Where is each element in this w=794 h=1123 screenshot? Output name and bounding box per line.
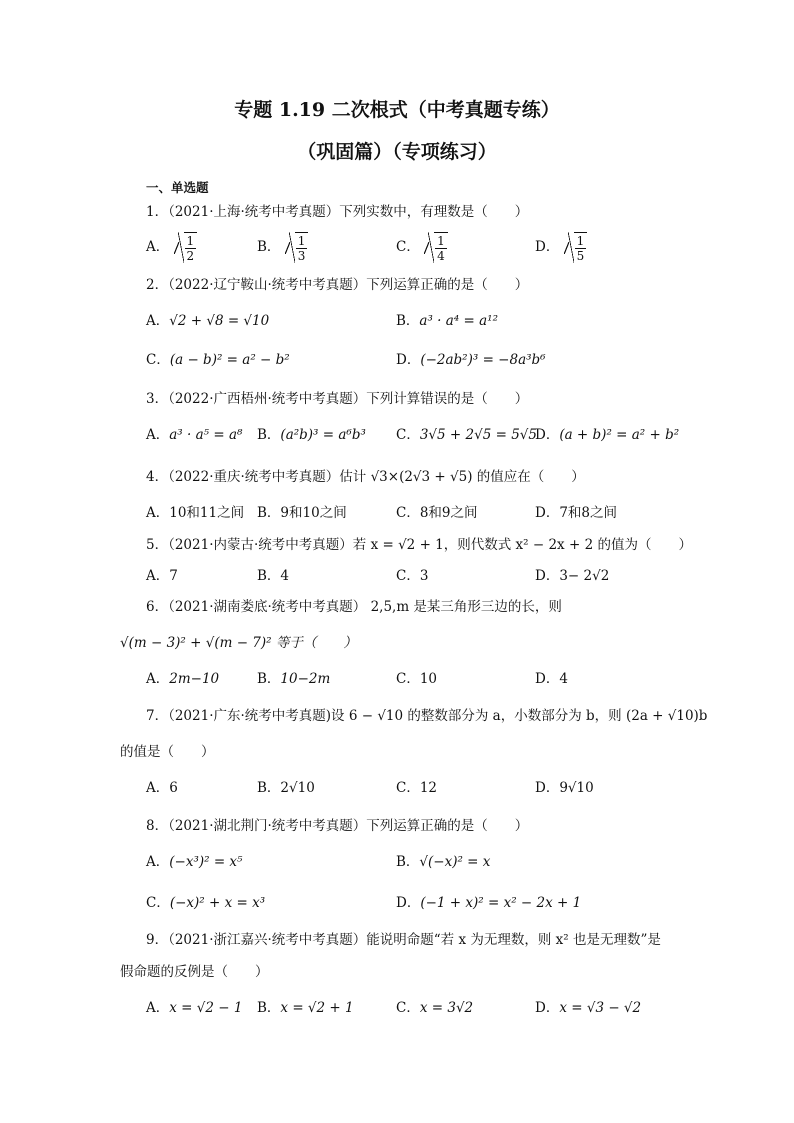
option-label: C． [396, 427, 420, 443]
question-6-option-c [396, 670, 437, 688]
option-label: A． [146, 313, 170, 329]
section-heading: 一、单选题 [146, 180, 209, 195]
option-label: B． [257, 427, 281, 443]
question-text: （2022·广西梧州·统考中考真题）下列计算错误的是（ ） [168, 391, 529, 407]
option-text: 10和11之间 [169, 505, 245, 521]
question-4-option-d [535, 504, 617, 522]
option-label: D． [396, 352, 421, 368]
option-label: B． [257, 671, 281, 687]
sqrt-fraction [564, 232, 588, 263]
option-text: (−1 + x)² = x² − 2x + 1 [420, 895, 582, 911]
option-text: x = √2 − 1 [169, 1000, 243, 1016]
option-label: C． [396, 671, 420, 687]
question-3-option-d [535, 426, 679, 444]
option-text: 2m−10 [169, 671, 220, 687]
sqrt-fraction [174, 232, 198, 263]
question-6-stem [146, 598, 562, 616]
question-9-option-a [146, 999, 242, 1017]
question-9-option-c [396, 999, 473, 1017]
question-1-option-d [535, 232, 587, 263]
question-5-option-a [146, 567, 178, 585]
numerator: 1 [437, 234, 445, 248]
question-2-option-d [396, 351, 546, 369]
option-label: D． [396, 895, 421, 911]
question-5-stem [146, 536, 692, 554]
option-text: a³ · a⁴ = a¹² [419, 313, 498, 329]
option-text: x = √2 + 1 [280, 1000, 354, 1016]
question-6-option-d [535, 670, 568, 688]
option-label: B． [257, 568, 281, 584]
denominator: 5 [576, 249, 585, 263]
option-label: B． [257, 505, 281, 521]
question-7-option-a [146, 779, 178, 797]
question-9-option-d [535, 999, 641, 1017]
question-9-stem [146, 931, 661, 949]
question-number: 4． [146, 469, 169, 485]
option-label: D． [535, 780, 560, 796]
option-label: C． [396, 239, 420, 255]
question-9-option-b [257, 999, 354, 1017]
denominator: 3 [297, 249, 306, 263]
question-number: 9． [146, 932, 169, 948]
option-label: B． [257, 1000, 281, 1016]
option-label: A． [146, 505, 170, 521]
option-text: (−x)² + x = x³ [169, 895, 266, 911]
option-label: A． [146, 1000, 170, 1016]
option-text: (a − b)² = a² − b² [169, 352, 290, 368]
option-label: C． [396, 505, 420, 521]
question-text: （2021·湖南娄底·统考中考真题） 2,5,m 是某三角形三边的长，则 [168, 599, 562, 615]
question-number: 6． [146, 599, 169, 615]
question-8-option-c [146, 894, 265, 912]
question-1-stem [146, 203, 528, 221]
question-2-option-a [146, 312, 269, 330]
question-3-option-b [257, 426, 366, 444]
question-1-option-a [146, 232, 197, 263]
question-number: 3． [146, 391, 169, 407]
option-label: C． [146, 352, 170, 368]
option-label: C． [396, 780, 420, 796]
question-text: √(m − 3)² + √(m − 7)² 等于（ ） [120, 635, 357, 651]
question-text: （2021·湖北荆门·统考中考真题）下列运算正确的是（ ） [168, 818, 529, 834]
question-1-option-c [396, 232, 448, 263]
sqrt-fraction [424, 232, 448, 263]
option-label: A． [146, 780, 170, 796]
question-2-option-b [396, 312, 498, 330]
option-label: B． [257, 780, 281, 796]
option-text: (a + b)² = a² + b² [559, 427, 680, 443]
option-text: 6 [169, 780, 178, 796]
question-text: （2022·辽宁鞍山·统考中考真题）下列运算正确的是（ ） [168, 277, 529, 293]
option-text: 7 [169, 568, 178, 584]
question-7-stem-continued [120, 743, 215, 761]
option-label: A． [146, 568, 170, 584]
option-text: x = 3√2 [419, 1000, 474, 1016]
option-label: D． [535, 671, 560, 687]
question-text: （2021·浙江嘉兴·统考中考真题）能说明命题“若 x 为无理数，则 x² 也是无理数”是 [168, 932, 661, 948]
option-text: √2 + √8 = √10 [169, 313, 270, 329]
option-label: D． [535, 427, 560, 443]
option-text: 10−2m [280, 671, 331, 687]
option-text: 12 [419, 780, 438, 796]
option-label: C． [396, 568, 420, 584]
numerator: 1 [576, 234, 585, 248]
option-label: B． [396, 854, 420, 870]
option-label: C． [146, 895, 170, 911]
option-label: A． [146, 427, 170, 443]
question-text: 的值是（ ） [120, 744, 215, 760]
page-title: 专题 1.19 二次根式（中考真题专练） [234, 99, 560, 121]
question-number: 8． [146, 818, 169, 834]
question-5-option-b [257, 567, 289, 585]
option-text: 3 [419, 568, 429, 584]
question-number: 5． [146, 537, 169, 553]
question-7-option-d [535, 779, 594, 797]
question-3-option-c [396, 426, 537, 444]
question-4-option-a [146, 504, 244, 522]
option-text: (−2ab²)³ = −8a³b⁶ [420, 352, 546, 368]
option-text: √(−x)² = x [419, 854, 491, 870]
option-label: D． [535, 568, 560, 584]
question-6-stem-continued [120, 634, 357, 652]
question-8-option-b [396, 853, 490, 871]
question-3-stem [146, 390, 528, 408]
question-8-stem [146, 817, 528, 835]
option-text: 4 [559, 671, 568, 687]
question-text: （2021·内蒙古·统考中考真题）若 x = √2 + 1，则代数式 x² − 2x + 2 的值为（ ） [168, 537, 692, 553]
numerator: 1 [186, 234, 195, 248]
question-8-option-a [146, 853, 242, 871]
question-2-option-c [146, 351, 290, 369]
option-label: A． [146, 671, 170, 687]
question-text: （2021·上海·统考中考真题）下列实数中，有理数是（ ） [168, 204, 529, 220]
sqrt-fraction [285, 232, 309, 263]
denominator: 4 [437, 249, 445, 263]
option-label: D． [535, 239, 560, 255]
option-text: a³ · a⁵ = a⁸ [169, 427, 243, 443]
option-label: D． [535, 1000, 560, 1016]
numerator: 1 [297, 234, 306, 248]
question-4-option-b [257, 504, 347, 522]
option-text: 3− 2√2 [559, 568, 610, 584]
option-text: 10 [419, 671, 438, 687]
question-1-option-b [257, 232, 308, 263]
question-7-option-b [257, 779, 315, 797]
option-text: 9和10之间 [280, 505, 347, 521]
question-text: （2022·重庆·统考中考真题）估计 √3×(2√3 + √5) 的值应在（ ） [168, 469, 585, 485]
question-8-option-d [396, 894, 581, 912]
option-text: 2√10 [280, 780, 315, 796]
option-text: 8和9之间 [419, 505, 478, 521]
question-text: 假命题的反例是（ ） [120, 964, 269, 980]
option-text: (a²b)³ = a⁶b³ [280, 427, 366, 443]
question-3-option-a [146, 426, 242, 444]
question-5-option-d [535, 567, 609, 585]
page-subtitle: （巩固篇）（专项练习） [297, 141, 497, 163]
question-7-stem [146, 707, 707, 725]
option-label: D． [535, 505, 560, 521]
option-label: C． [396, 1000, 420, 1016]
denominator: 2 [186, 249, 195, 263]
question-text: （2021·广东·统考中考真题)设 6 − √10 的整数部分为 a，小数部分为 b，则 (2a + √10)b [168, 708, 708, 724]
question-number: 7． [146, 708, 169, 724]
option-text: 7和8之间 [559, 505, 618, 521]
option-label: B． [396, 313, 420, 329]
option-text: 3√5 + 2√5 = 5√5 [419, 427, 537, 443]
option-label: B． [257, 239, 281, 255]
question-9-stem-continued [120, 963, 269, 981]
question-6-option-b [257, 670, 330, 688]
question-2-stem [146, 276, 528, 294]
question-7-option-c [396, 779, 437, 797]
question-number: 2． [146, 277, 169, 293]
option-text: (−x³)² = x⁵ [169, 854, 243, 870]
option-label: A． [146, 854, 170, 870]
question-5-option-c [396, 567, 428, 585]
option-text: 4 [280, 568, 290, 584]
question-4-option-c [396, 504, 478, 522]
option-text: 9√10 [559, 780, 594, 796]
option-label: A． [146, 239, 170, 255]
question-6-option-a [146, 670, 219, 688]
option-text: x = √3 − √2 [559, 1000, 642, 1016]
question-4-stem [146, 468, 585, 486]
question-number: 1． [146, 204, 169, 220]
